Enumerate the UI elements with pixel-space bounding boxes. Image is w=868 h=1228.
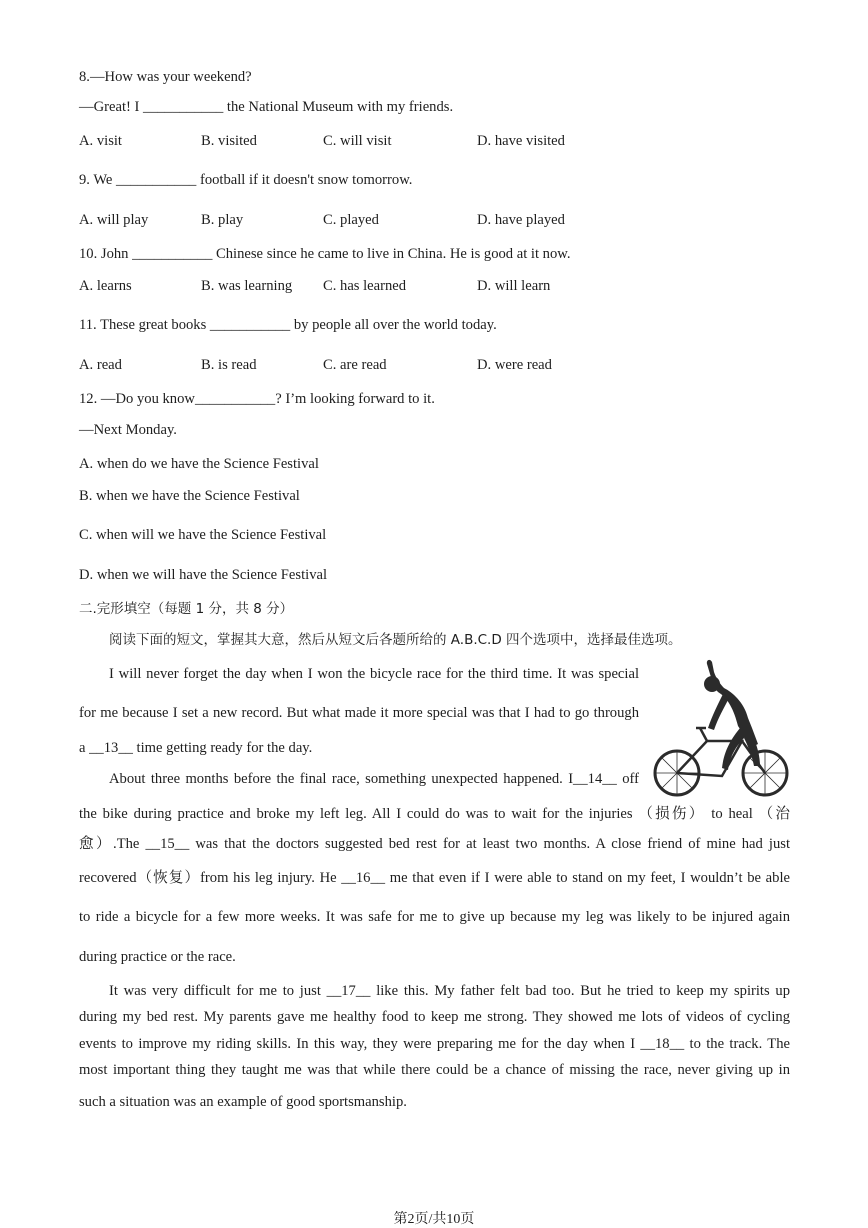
q11-option-a: A. read [79,357,122,373]
q8-option-d: D. have visited [477,133,565,149]
passage-p3-line1: It was very difficult for me to just __17__ like this. My father felt bad too. But he tried to keep my spirits up [109,983,790,999]
q8-option-b: B. visited [201,133,257,149]
q10-option-c: C. has learned [323,278,407,294]
passage-p2-line5: to ride a bicycle for a few more weeks. It was safe for me to give up because my leg was likely to be injured again [79,909,790,925]
passage-p2-line3: 愈）.The __15__ was that the doctors suggested bed rest for at least two months. A close friend of mine had just [79,836,790,852]
passage-p3-line2: during my bed rest. My parents gave me healthy food to keep me strong. They showed me lots of videos of cycling [79,1009,790,1025]
q11-option-d: D. were read [477,357,552,373]
q11-option-b: B. is read [201,357,257,373]
q12-option-b: B. when we have the Science Festival [79,488,300,504]
passage-p3-line4: most important thing they taught me was that while there could be a chance of missing the race, never giving up in [79,1062,790,1078]
passage-p2-line4: recovered（恢复）from his leg injury. He __16__ me that even if I were able to stand on my feet, I wouldn’t be able [79,870,790,886]
q12-option-c: C. when will we have the Science Festival [79,527,327,543]
question-12-reply: —Next Monday. [79,422,177,438]
q11-option-c: C. are read [323,357,387,373]
passage-p3-line3: events to improve my riding skills. In this way, they were preparing me for the day when I __18__ to the track. The [79,1036,790,1052]
q10-option-a: A. learns [79,278,132,294]
passage-p2-line2: the bike during practice and broke my left leg. All I could do was to wait for the injuries （损伤） to heal （治 [79,806,790,822]
q9-option-c: C. played [323,212,379,228]
cyclist-waving-image [652,658,790,808]
q9-option-b: B. play [201,212,244,228]
passage-p1-line3: a __13__ time getting ready for the day. [79,740,313,756]
q8-option-a: A. visit [79,133,122,149]
q9-option-a: A. will play [79,212,149,228]
question-11-stem: 11. These great books ___________ by people all over the world today. [79,317,497,333]
passage-p1-line1: I will never forget the day when I won the bicycle race for the third time. It was special [109,666,639,682]
q9-option-d: D. have played [477,212,565,228]
section-heading: 二.完形填空（每题 1 分，共 8 分） [79,601,294,617]
q10-option-d: D. will learn [477,278,551,294]
q10-option-b: B. was learning [201,278,293,294]
passage-p2-line1: About three months before the final race, something unexpected happened. I__14__ off [109,771,639,787]
section-instruction: 阅读下面的短文，掌握其大意，然后从短文后各题所给的 A.B.C.D 四个选项中，选择最佳选项。 [109,632,682,648]
passage-p2-line6: during practice or the race. [79,949,236,965]
passage-p1-line2: for me because I set a new record. But what made it more special was that I had to go through [79,705,639,721]
question-12-stem: 12. —Do you know___________? I’m looking forward to it. [79,391,435,407]
question-9-stem: 9. We ___________ football if it doesn't snow tomorrow. [79,172,413,188]
question-8-stem: 8.—How was your weekend? [79,69,252,85]
question-10-stem: 10. John ___________ Chinese since he came to live in China. He is good at it now. [79,246,571,262]
question-8-reply: —Great! I ___________ the National Museum with my friends. [79,99,454,115]
passage-p3-line5: such a situation was an example of good sportsmanship. [79,1094,407,1110]
q12-option-a: A. when do we have the Science Festival [79,456,319,472]
q12-option-d: D. when we will have the Science Festival [79,567,328,583]
page-footer: 第2页/共10页 [393,1212,475,1227]
q8-option-c: C. will visit [323,133,392,149]
